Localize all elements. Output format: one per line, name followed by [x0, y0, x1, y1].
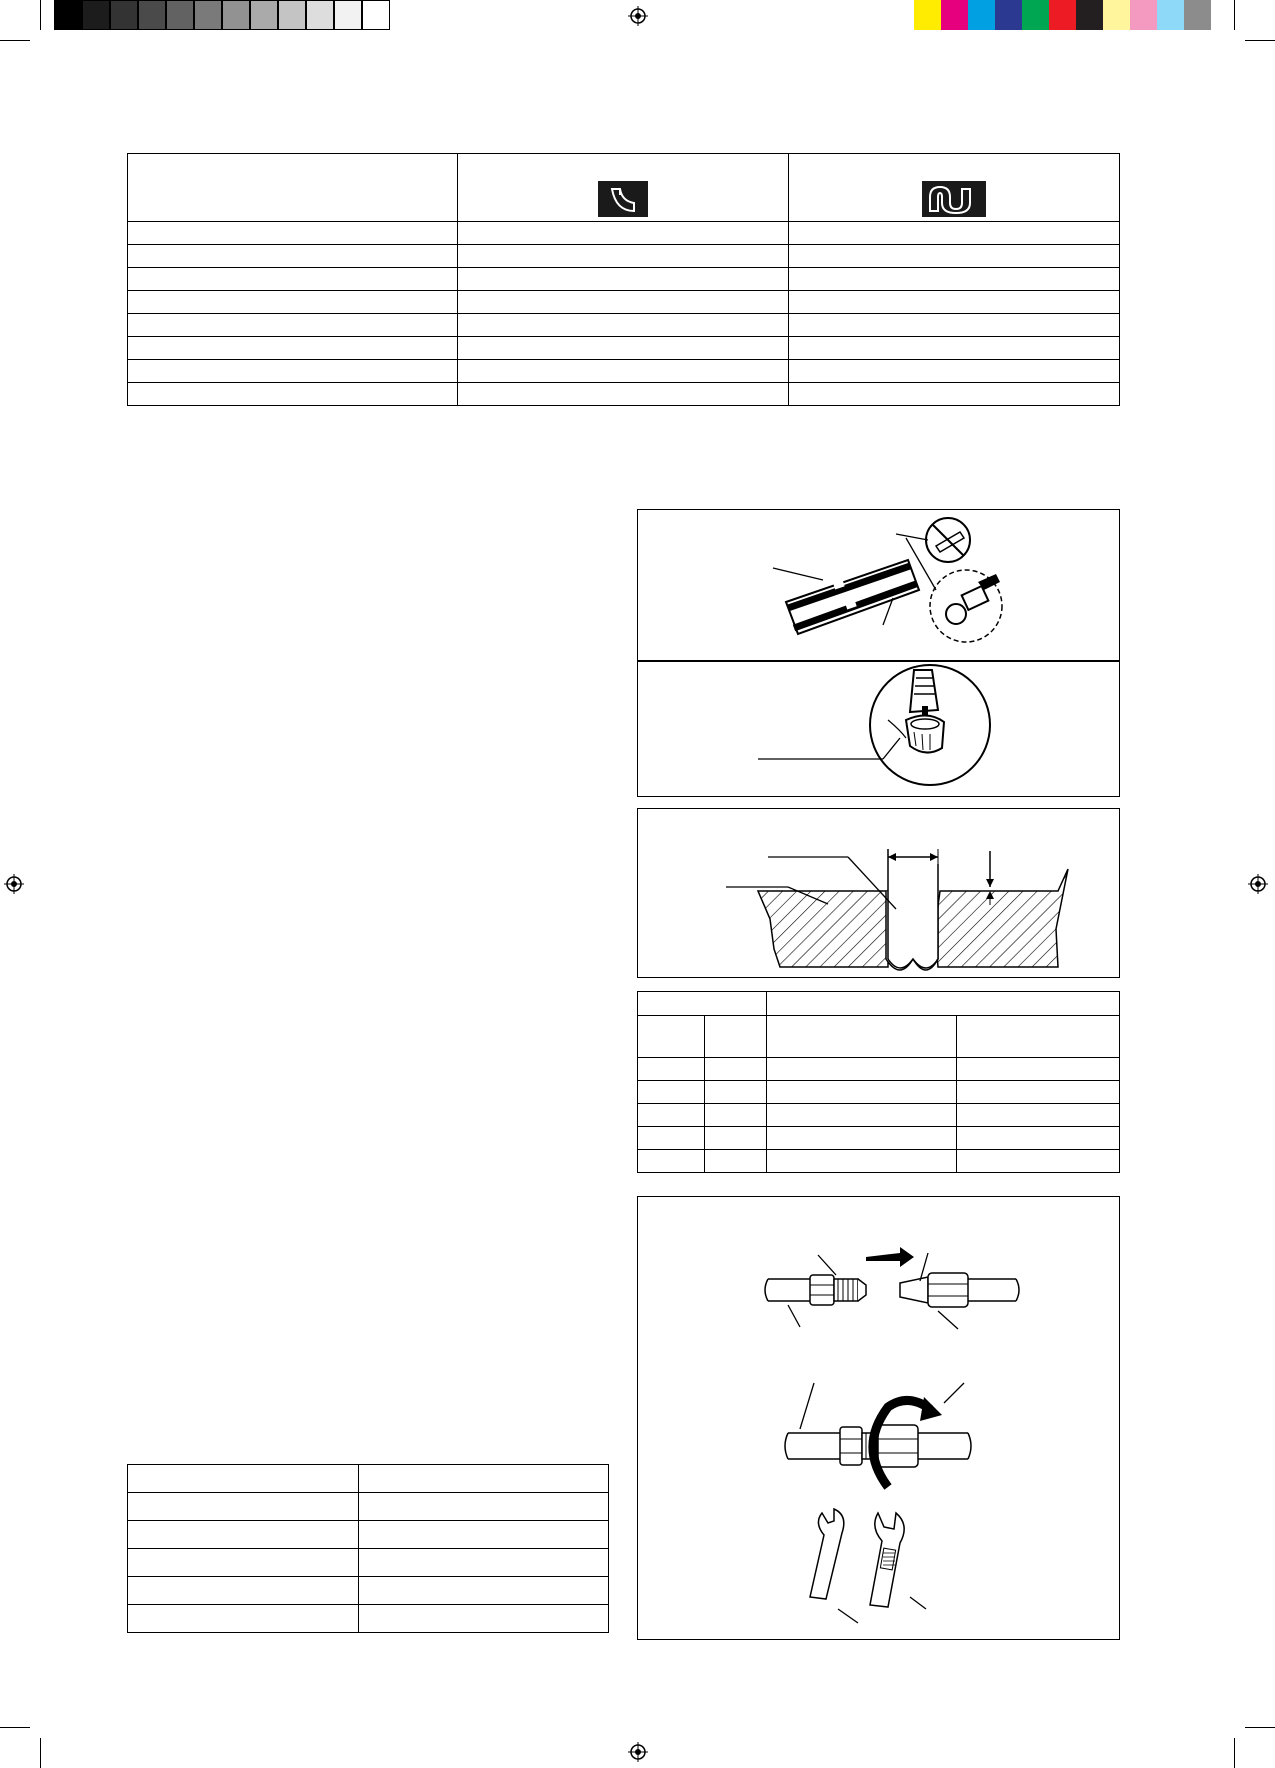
- table-cell: [788, 268, 1119, 291]
- table-cell: [458, 360, 788, 383]
- table-cell: [128, 1577, 359, 1605]
- crop-mark: [1234, 0, 1235, 30]
- table-cell: [705, 1150, 767, 1173]
- grayscale-swatch: [194, 0, 222, 30]
- table-cell: [458, 383, 788, 406]
- color-swatch: [914, 0, 941, 30]
- table-cell: [128, 1493, 359, 1521]
- table-header-cell: [767, 1016, 957, 1058]
- table-cell: [359, 1605, 609, 1633]
- arrow-left-icon: [866, 1247, 914, 1267]
- table-cell: [458, 314, 788, 337]
- table-cell: [767, 1127, 957, 1150]
- table-header-cell: [767, 992, 1120, 1016]
- grayscale-swatch: [82, 0, 110, 30]
- color-swatch: [995, 0, 1022, 30]
- table-cell: [638, 1150, 705, 1173]
- table-cell: [128, 291, 458, 314]
- leader-line: [788, 1305, 800, 1327]
- table-cell: [957, 1058, 1120, 1081]
- color-swatch: [1157, 0, 1184, 30]
- tightening-torque-table: [127, 1464, 609, 1633]
- color-calibration-bar: [914, 0, 1211, 30]
- table-cell: [767, 1081, 957, 1104]
- table-header-cell: [638, 992, 767, 1016]
- table-cell: [458, 222, 788, 245]
- wrenches-illustration: [810, 1509, 904, 1607]
- flare-connection-illustration: [637, 1196, 1120, 1640]
- table-cell: [128, 1605, 359, 1633]
- registration-crosshair-icon: [628, 1742, 648, 1762]
- prohibited-cutting-icon: [926, 518, 970, 562]
- grayscale-calibration-bar: [54, 0, 390, 30]
- table-cell: [638, 1104, 705, 1127]
- color-swatch: [1103, 0, 1130, 30]
- table-cell: [957, 1104, 1120, 1127]
- flare-cross-section: [758, 849, 1068, 970]
- crop-mark: [1234, 1738, 1235, 1768]
- registration-crosshair-icon: [1248, 874, 1268, 894]
- table-header-cell: [788, 154, 1119, 222]
- color-swatch: [1022, 0, 1049, 30]
- table-header-cell: [128, 1465, 359, 1493]
- table-cell: [788, 337, 1119, 360]
- color-swatch: [968, 0, 995, 30]
- table-header-cell: [705, 1016, 767, 1058]
- leader-line: [773, 568, 823, 580]
- table-cell: [788, 222, 1119, 245]
- table-cell: [128, 222, 458, 245]
- pipe-section: [786, 560, 919, 634]
- table-cell: [359, 1549, 609, 1577]
- table-cell: [705, 1058, 767, 1081]
- table-cell: [767, 1104, 957, 1127]
- crop-mark: [0, 1727, 30, 1728]
- table-header-cell: [128, 154, 458, 222]
- table-cell: [128, 1521, 359, 1549]
- grayscale-swatch: [138, 0, 166, 30]
- table-cell: [788, 314, 1119, 337]
- leader-line: [838, 1609, 858, 1623]
- table-cell: [788, 360, 1119, 383]
- grayscale-swatch: [250, 0, 278, 30]
- table-cell: [767, 1150, 957, 1173]
- flare-size-table: [637, 991, 1120, 1173]
- table-cell: [957, 1150, 1120, 1173]
- serpentine-bend-icon: [922, 181, 986, 217]
- table-header-cell: [957, 1016, 1120, 1058]
- table-cell: [128, 1549, 359, 1577]
- color-swatch: [1049, 0, 1076, 30]
- table-cell: [705, 1127, 767, 1150]
- crop-mark: [1245, 1727, 1275, 1728]
- table-header-cell: [458, 154, 788, 222]
- leader-line: [800, 1383, 814, 1429]
- table-cell: [458, 291, 788, 314]
- table-cell: [458, 337, 788, 360]
- table-cell: [128, 337, 458, 360]
- registration-crosshair-icon: [628, 6, 648, 26]
- table-cell: [359, 1577, 609, 1605]
- grayscale-swatch: [222, 0, 250, 30]
- table-cell: [128, 383, 458, 406]
- table-cell: [788, 383, 1119, 406]
- grayscale-swatch: [110, 0, 138, 30]
- table-header-cell: [638, 1016, 705, 1058]
- table-cell: [359, 1521, 609, 1549]
- color-swatch: [1130, 0, 1157, 30]
- color-swatch: [1184, 0, 1211, 30]
- registration-crosshair-icon: [4, 874, 24, 894]
- table-cell: [638, 1058, 705, 1081]
- table-cell: [957, 1127, 1120, 1150]
- leader-line: [910, 1597, 926, 1609]
- crop-mark: [1245, 40, 1275, 41]
- elbow-bend-icon: [598, 181, 648, 217]
- table-cell: [957, 1081, 1120, 1104]
- flare-dimension-illustration: [637, 808, 1120, 978]
- grayscale-swatch: [166, 0, 194, 30]
- table-cell: [767, 1058, 957, 1081]
- grayscale-swatch: [54, 0, 82, 30]
- color-swatch: [1076, 0, 1103, 30]
- leader-line: [818, 1255, 836, 1275]
- table-header-cell: [359, 1465, 609, 1493]
- color-swatch: [941, 0, 968, 30]
- tube-cutter-icon: [930, 570, 1002, 642]
- crop-mark: [0, 40, 30, 41]
- table-cell: [788, 245, 1119, 268]
- leader-line: [896, 534, 928, 540]
- table-cell: [359, 1493, 609, 1521]
- grayscale-swatch: [278, 0, 306, 30]
- table-cell: [705, 1104, 767, 1127]
- grayscale-swatch: [334, 0, 362, 30]
- flare-union-parts: [765, 1273, 1019, 1307]
- grayscale-swatch: [306, 0, 334, 30]
- table-cell: [128, 268, 458, 291]
- table-cell: [458, 268, 788, 291]
- table-cell: [788, 291, 1119, 314]
- table-cell: [128, 245, 458, 268]
- pipe-cutting-illustration: [637, 509, 1120, 797]
- table-cell: [458, 245, 788, 268]
- grayscale-swatch: [362, 0, 390, 30]
- table-cell: [638, 1081, 705, 1104]
- table-cell: [705, 1081, 767, 1104]
- crop-mark: [40, 0, 41, 30]
- leader-line: [944, 1383, 964, 1403]
- leader-line: [938, 1311, 958, 1329]
- crop-mark: [40, 1738, 41, 1768]
- deburring-illustration: [870, 665, 990, 785]
- table-cell: [638, 1127, 705, 1150]
- pipe-bending-table: [127, 153, 1120, 406]
- table-cell: [128, 314, 458, 337]
- table-cell: [128, 360, 458, 383]
